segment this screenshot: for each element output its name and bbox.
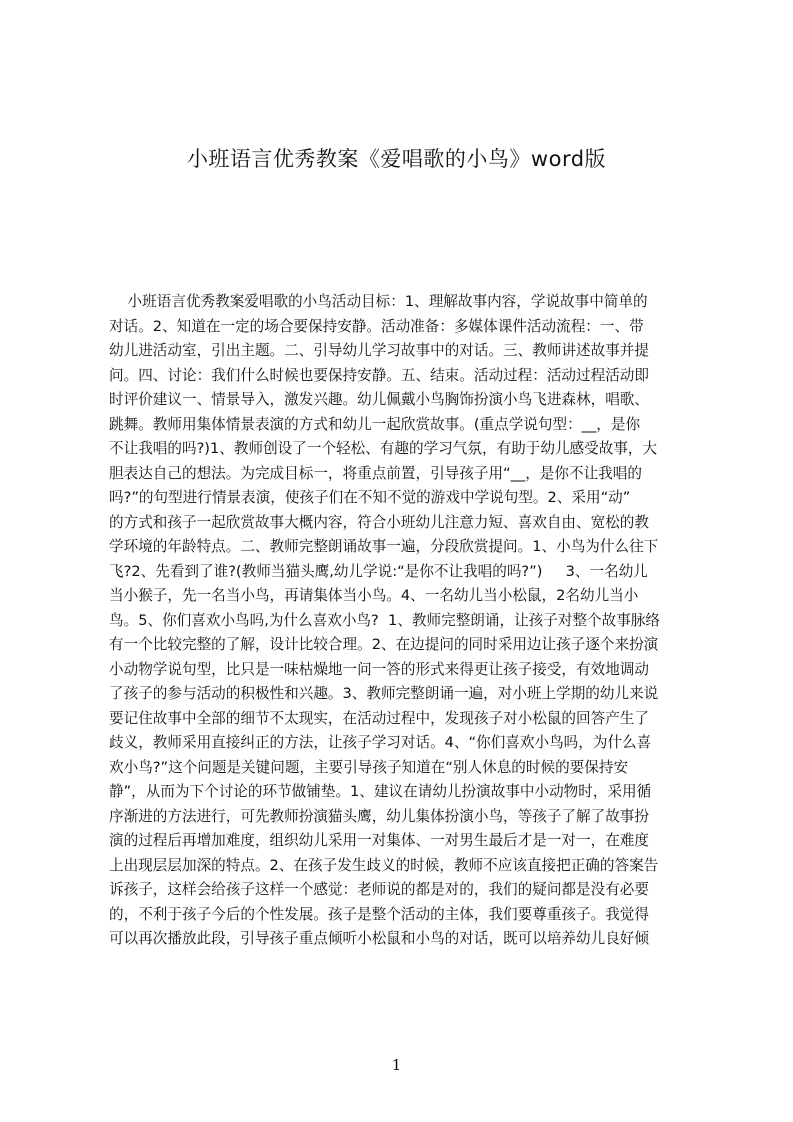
body-line: 吗?”的句型进行情景表演，使孩子们在不知不觉的游戏中学说句型。2、采用“动”: [109, 489, 631, 506]
body-line: 鸟。5、你们喜欢小鸟吗,为什么喜欢小鸟? 1、教师完整朗诵，让孩子对整个故事脉络: [109, 611, 661, 629]
body-line: 有一个比较完整的了解，设计比较合理。2、在边提问的同时采用边让孩子逐个来扮演: [109, 636, 659, 653]
document-body: [109, 290, 696, 952]
body-line: 胆表达自己的想法。为完成目标一，将重点前置，引导孩子用“__，是你不让我唱的: [109, 464, 642, 482]
body-line: 可以再次播放此段，引导孩子重点倾听小松鼠和小鸟的对话，既可以培养幼儿良好倾: [109, 930, 649, 947]
body-line: 小动物学说句型，比只是一味枯燥地一问一答的形式来得更让孩子接受，有效地调动: [109, 660, 649, 678]
body-line: 要记住故事中全部的细节不太现实，在活动过程中，发现孩子对小松鼠的回答产生了: [109, 709, 649, 727]
body-line: 问。四、讨论：我们什么时候也要保持安静。五、结束。活动过程：活动过程活动即: [109, 366, 649, 384]
body-line: 当小猴子，先一名当小鸟，再请集体当小鸟。4、一名幼儿当小松鼠，2名幼儿当小: [109, 587, 639, 604]
body-line: 静”，从而为下个讨论的环节做铺垫。1、建议在请幼儿扮演故事中小动物时，采用循: [109, 783, 652, 800]
body-line: 上出现层层加深的特点。2、在孩子发生歧义的时候，教师不应该直接把正确的答案告: [109, 856, 659, 874]
body-line: 小班语言优秀教案爱唱歌的小鸟活动目标：1、理解故事内容，学说故事中简单的: [109, 293, 648, 310]
body-line: 时评价建议一、情景导入，激发兴趣。幼儿佩戴小鸟胸饰扮演小鸟飞进森林，唱歌、: [109, 391, 649, 408]
document-title: 小班语言优秀教案《爱唱歌的小鸟》word版: [186, 147, 607, 171]
body-line: 学环境的年龄特点。二、教师完整朗诵故事一遍，分段欣赏提问。1、小鸟为什么往下: [109, 538, 659, 555]
body-line: 飞?2、先看到了谁?(教师当猫头鹰,幼儿学说:“是你不让我唱的吗?”) 3、一名幼儿: [109, 562, 648, 580]
body-line: 的，不利于孩子今后的个性发展。孩子是整个活动的主体，我们要尊重孩子。我觉得: [109, 905, 649, 923]
body-line: 不让我唱的吗?)1、教师创设了一个轻松、有趣的学习气氛，有助于幼儿感受故事，大: [109, 440, 658, 457]
page-number: 1: [391, 1056, 402, 1074]
body-line: 的方式和孩子一起欣赏故事大概内容，符合小班幼儿注意力短、喜欢自由、宽松的教: [109, 513, 649, 531]
body-line: 诉孩子，这样会给孩子这样一个感觉：老师说的都是对的，我们的疑问都是没有必要: [109, 881, 649, 898]
body-line: 欢小鸟?”这个问题是关键问题，主要引导孩子知道在“别人休息的时候的要保持安: [109, 758, 629, 776]
body-line: 序渐进的方法进行，可先教师扮演猫头鹰，幼儿集体扮演小鸟，等孩子了解了故事扮: [109, 807, 649, 825]
body-line: 演的过程后再增加难度，组织幼儿采用一对集体、一对男生最后才是一对一，在难度: [109, 832, 649, 849]
body-line: 幼儿进活动室，引出主题。二、引导幼儿学习故事中的对话。三、教师讲述故事并提: [109, 342, 649, 359]
body-line: 了孩子的参与活动的积极性和兴趣。3、教师完整朗诵一遍，对小班上学期的幼儿来说: [109, 685, 659, 702]
body-line: 歧义，教师采用直接纠正的方法，让孩子学习对话。4、“你们喜欢小鸟吗，为什么喜: [109, 734, 652, 751]
body-line: 对话。2、知道在一定的场合要保持安静。活动准备：多媒体课件活动流程：一、带: [109, 317, 644, 335]
body-line: 跳舞。教师用集体情景表演的方式和幼儿一起欣赏故事。(重点学说句型：__，是你: [109, 415, 641, 433]
